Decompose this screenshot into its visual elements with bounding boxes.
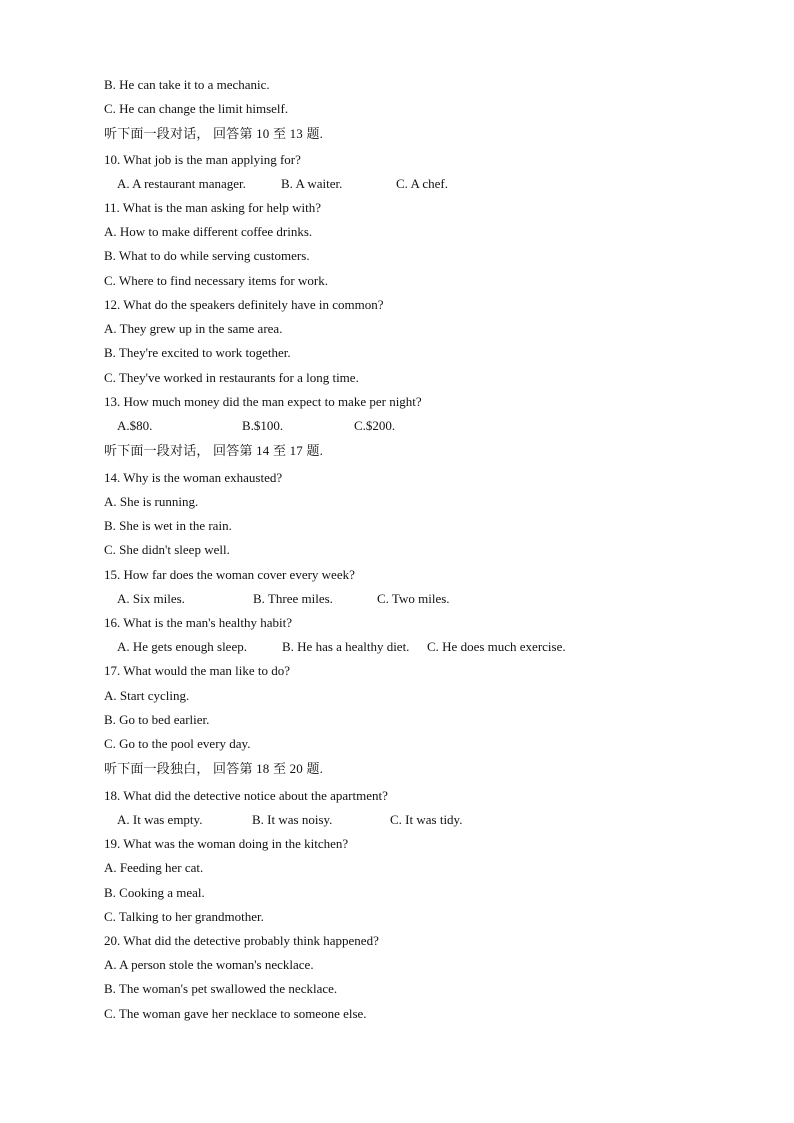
option-line: C. She didn't sleep well. <box>104 542 230 557</box>
question-16: 16. What is the man's healthy habit? <box>104 615 293 630</box>
option-line: C. The woman gave her necklace to someone else. <box>104 1006 367 1021</box>
option-c: C. He does much exercise. <box>427 639 566 654</box>
option-line: C. He can change the limit himself. <box>104 101 289 116</box>
options-row-13 <box>117 418 395 434</box>
options-row-16 <box>117 639 566 655</box>
option-line: B. What to do while serving customers. <box>104 248 310 263</box>
question-18: 18. What did the detective notice about the apartment? <box>104 788 388 803</box>
section-instruction: 听下面一段对话， 回答第 14 至 17 题. <box>104 443 324 458</box>
option-line: C. Where to find necessary items for work. <box>104 273 328 288</box>
option-c: C. It was tidy. <box>390 812 463 827</box>
option-b: B. Three miles. <box>253 591 333 606</box>
question-11: 11. What is the man asking for help with? <box>104 200 321 215</box>
option-a: A. A restaurant manager. <box>117 176 246 191</box>
option-a: A. It was empty. <box>117 812 203 827</box>
options-row-10 <box>117 176 448 192</box>
option-a: A.$80. <box>117 418 153 433</box>
option-line: B. Go to bed earlier. <box>104 712 210 727</box>
option-c: C.$200. <box>354 418 396 433</box>
option-line: C. Talking to her grandmother. <box>104 909 264 924</box>
option-c: C. A chef. <box>396 176 448 191</box>
option-line: A. Start cycling. <box>104 688 190 703</box>
option-line: C. Go to the pool every day. <box>104 736 251 751</box>
option-line: A. They grew up in the same area. <box>104 321 283 336</box>
question-17: 17. What would the man like to do? <box>104 663 291 678</box>
option-b: B. A waiter. <box>281 176 343 191</box>
question-15: 15. How far does the woman cover every week? <box>104 567 355 582</box>
option-line: A. Feeding her cat. <box>104 860 204 875</box>
option-line: B. She is wet in the rain. <box>104 518 232 533</box>
section-instruction: 听下面一段对话， 回答第 10 至 13 题. <box>104 126 324 141</box>
option-a: A. Six miles. <box>117 591 185 606</box>
option-b: B. It was noisy. <box>252 812 333 827</box>
section-instruction: 听下面一段独白， 回答第 18 至 20 题. <box>104 761 324 776</box>
question-20: 20. What did the detective probably think happened? <box>104 933 379 948</box>
option-line: B. They're excited to work together. <box>104 345 291 360</box>
option-line: B. The woman's pet swallowed the necklace. <box>104 981 338 996</box>
option-a: A. He gets enough sleep. <box>117 639 247 654</box>
option-line: B. He can take it to a mechanic. <box>104 77 270 92</box>
option-c: C. Two miles. <box>377 591 450 606</box>
option-b: B.$100. <box>242 418 284 433</box>
question-10: 10. What job is the man applying for? <box>104 152 301 167</box>
question-14: 14. Why is the woman exhausted? <box>104 470 283 485</box>
options-row-15 <box>117 591 450 607</box>
option-line: C. They've worked in restaurants for a long time. <box>104 370 359 385</box>
option-b: B. He has a healthy diet. <box>282 639 410 654</box>
option-line: A. How to make different coffee drinks. <box>104 224 313 239</box>
question-12: 12. What do the speakers definitely have in common? <box>104 297 384 312</box>
option-line: A. A person stole the woman's necklace. <box>104 957 314 972</box>
option-line: A. She is running. <box>104 494 199 509</box>
question-19: 19. What was the woman doing in the kitchen? <box>104 836 349 851</box>
option-line: B. Cooking a meal. <box>104 885 205 900</box>
options-row-18 <box>117 812 462 828</box>
question-13: 13. How much money did the man expect to make per night? <box>104 394 422 409</box>
